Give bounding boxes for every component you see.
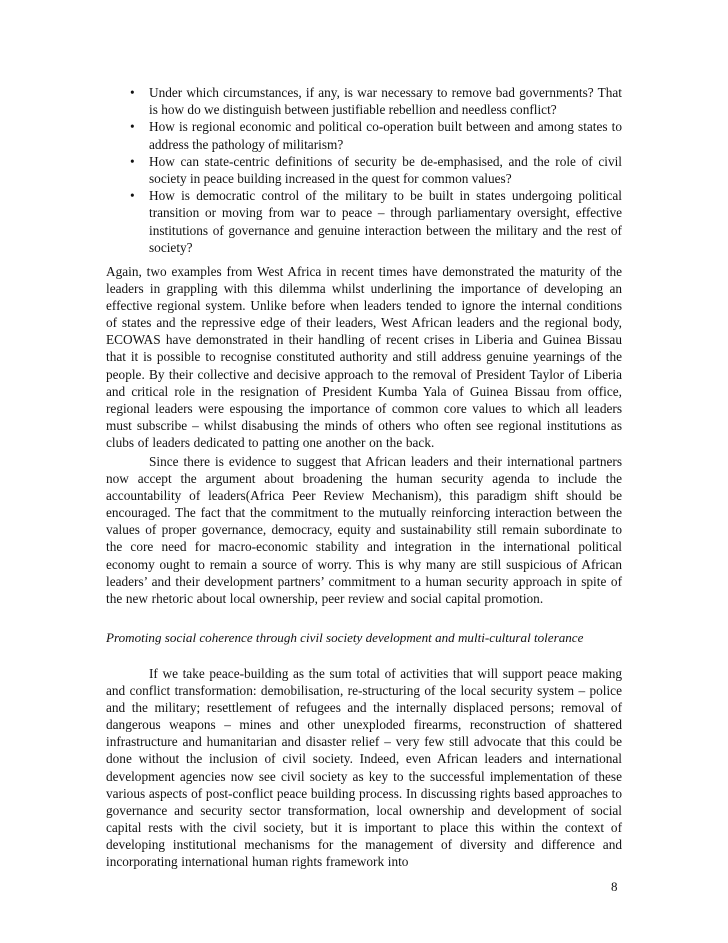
- list-item: [106, 84, 622, 118]
- list-item-text: How is regional economic and political co-operation built between and among states to address the pathology of militarism?: [149, 119, 622, 152]
- list-item: [106, 187, 622, 256]
- bullet-icon: •: [130, 119, 135, 135]
- list-item-text: How is democratic control of the military to be built in states undergoing political transition or moving from war to peace – through parliamentary oversight, effective institutions of governance and genuine interaction between the military and the rest of society?: [149, 188, 622, 255]
- bullet-icon: •: [130, 85, 135, 100]
- paragraph-peace-building: If we take peace-building as the sum total of activities that will support peace making and conflict transformation: demobilisation, re-structuring of the local security system – police and the military; resettlement of refugees and the internally displaced persons; removal of dangerous weapons – mines and other unexploded firearms, reconstruction of shattered infrastructure and humanitarian and disaster relief – very few still advocate that this could be done without the inclusion of civil society. Indeed, even African leaders and international development agencies now see civil society as key to the successful implementation of these various aspects of post-conflict peace building process. In discussing rights based approaches to governance and security sector transformation, local ownership and development of social capital rests with the civil society, but it is important to place this within the context of developing institutional mechanisms for the management of diversity and difference and incorporating international human rights framework into: [106, 666, 622, 870]
- page-number: 8: [611, 879, 618, 894]
- bullet-icon: •: [130, 188, 135, 204]
- bullet-icon: •: [130, 153, 135, 169]
- list-item: [106, 118, 622, 152]
- paragraph-west-africa-examples: Again, two examples from West Africa in recent times have demonstrated the maturity of the leaders in grappling with this dilemma whilst underlining the importance of developing an effective regional system. Unlike before when leaders tended to ignore the internal conditions of states and the repressive edge of their leaders, West African leaders and the regional body, ECOWAS have demonstrated in their handling of recent crises in Liberia and Guinea Bissau that it is possible to recognise constituted authority and still address genuine yearnings of the people. By their collective and decisive approach to the removal of President Taylor of Liberia and critical role in the resignation of President Kumba Yala of Guinea Bissau from office, regional leaders were espousing the importance of common core values to which all leaders must subscribe – whilst disabusing the minds of others who often see regional institutions as clubs of leaders dedicated to patting one another on the back.: [106, 264, 622, 450]
- list-item-text: How can state-centric definitions of security be de-emphasised, and the role of civil society in peace building increased in the quest for common values?: [149, 153, 622, 187]
- section-heading: Promoting social coherence through civil society development and multi-cultural tolerance: [106, 630, 584, 645]
- list-item-text: Under which circumstances, if any, is war necessary to remove bad governments? That is how do we distinguish between justifiable rebellion and needless conflict?: [149, 85, 622, 118]
- list-item: [106, 153, 622, 187]
- paragraph-human-security-agenda: Since there is evidence to suggest that African leaders and their international partners now accept the argument about broadening the human security agenda to include the accountability of leaders(Africa Peer Review Mechanism), this paradigm shift should be encouraged. The fact that the commitment to the mutually reinforcing interaction between the values of proper governance, democracy, equity and sustainability still remain subordinate to the core need for macro-economic stability and integration in the international political economy ought to remain a source of worry. This is why many are still suspicious of African leaders’ and their development partners’ commitment to a human security approach in spite of the new rhetoric about local ownership, peer review and social capital promotion.: [106, 454, 622, 606]
- question-list: [106, 84, 622, 256]
